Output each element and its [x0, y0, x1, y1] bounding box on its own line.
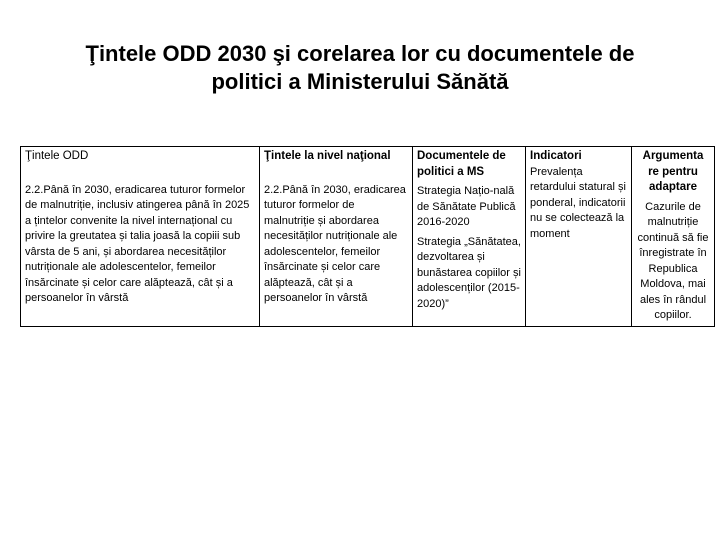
header-odd-targets: Ţintele ODD: [25, 150, 89, 162]
cell-adaptation-text: Cazurile de malnutriție continuă să fie înregistrate în Republica Moldova, mai ales în rândul copiilor.: [637, 200, 709, 321]
cell-indicator-text: Prevalența retardului statural și ponderal, indicatorii nu se colectează la moment: [530, 165, 626, 240]
cell-policy-doc-1: Strategia Națio-nală de Sănătate Publică 2016-2020: [417, 185, 516, 228]
table-cell-indicators: [526, 147, 632, 327]
header-indicators: Indicatori: [530, 150, 582, 162]
policy-table: [20, 146, 715, 327]
cell-odd-target-text: 2.2.Până în 2030, eradicarea tuturor formelor de malnutriție, inclusiv atingerea până în 2025 a țintelor convenite la nivel internațional cu privire la greutatea și talia joasă la copiii sub vârsta de 5 ani, și abordarea necesităților nutriționale ale adolescentelor, femeilor însărcinate și celor care alăptează, cât și a persoanelor în vârstă: [25, 183, 250, 304]
table-cell-national-targets: [260, 147, 413, 327]
header-national-targets: Ţintele la nivel naţional: [264, 150, 391, 162]
table-cell-adaptation-arguments: [632, 147, 715, 327]
cell-policy-doc-2: Strategia „Sănătatea, dezvoltarea și bunăstarea copiilor și adolescenților (2015-2020)”: [417, 235, 521, 310]
table-row: [21, 147, 715, 327]
title-line-2: politici a Ministerului Sănătă: [211, 69, 509, 94]
cell-national-target-text: 2.2.Până în 2030, eradicarea tuturor formelor de malnutriție și abordarea necesităților nutriționale ale adolescentelor, femeilor însărcinate și celor care alăptează, cât și a persoanelor în vârstă: [264, 183, 406, 304]
header-policy-documents: Documentele de politici a MS: [417, 150, 506, 178]
table-cell-odd-targets: [21, 147, 260, 327]
title-line-1: Ţintele ODD 2030 şi corelarea lor cu documentele de: [85, 41, 635, 66]
page-title: [20, 40, 700, 96]
header-adaptation-arguments: Argumenta re pentru adaptare: [642, 150, 704, 193]
table-cell-policy-documents: [413, 147, 526, 327]
